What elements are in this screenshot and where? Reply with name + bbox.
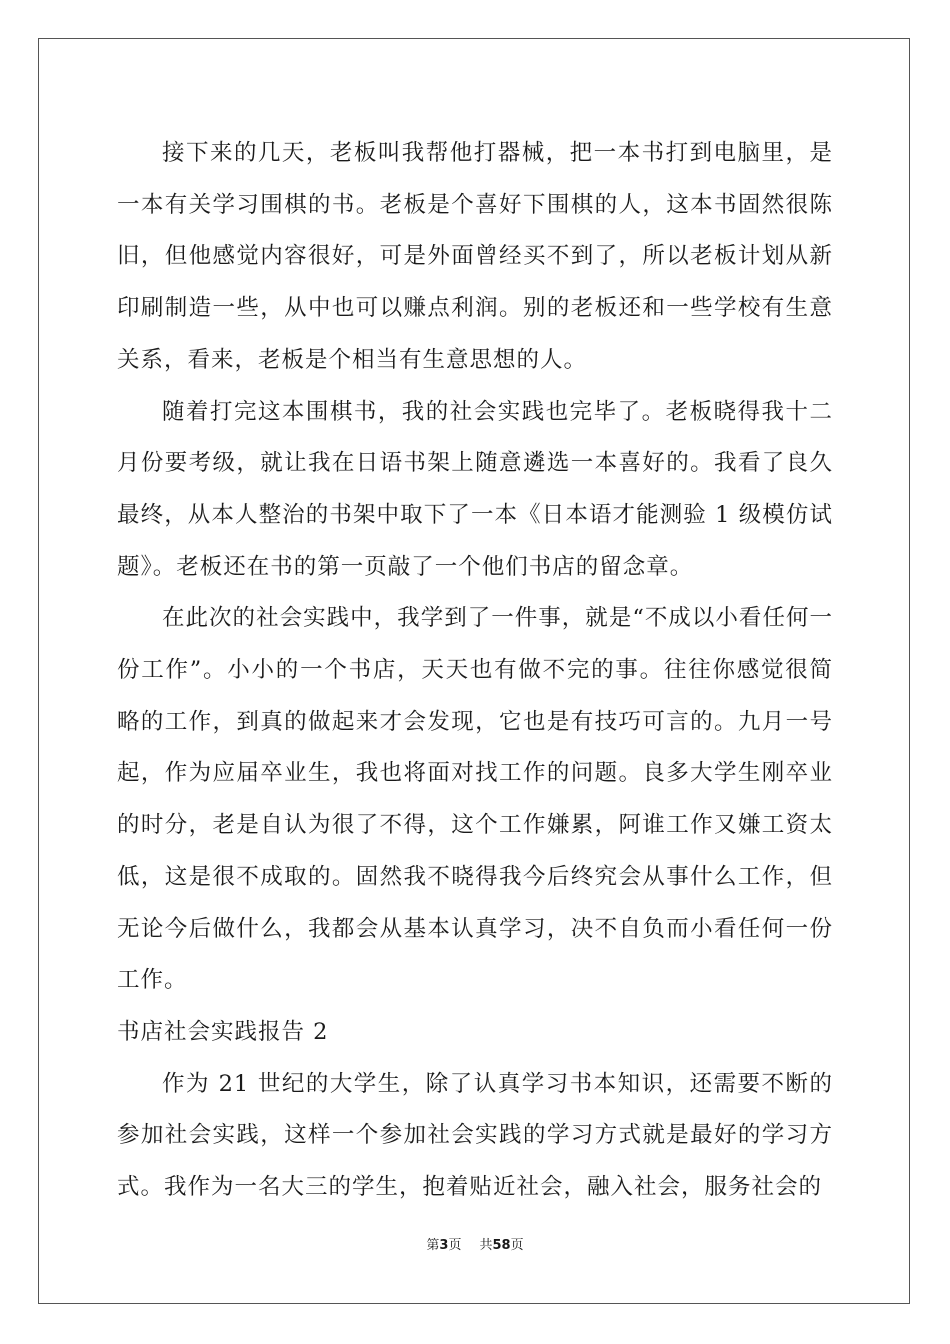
paragraph-3: 在此次的社会实践中，我学到了一件事，就是“不成以小看任何一份工作”。小小的一个书店，天天也有做不完的事。往往你感觉很简略的工作，到真的做起来才会发现，它也是有技巧可言的。九月一号起，作为应届卒业生，我也将面对找工作的问题。良多大学生刚卒业的时分，老是自认为很了不得，这个工作嫌累，阿谁工作又嫌工资太低，这是很不成取的。固然我不晓得我今后终究会从事什么工作，但无论今后做什么，我都会从基本认真学习，决不自负而小看任何一份工作。 bbox=[117, 605, 833, 994]
total-suffix: 页 bbox=[510, 1238, 524, 1253]
paragraph-2: 随着打完这本围棋书，我的社会实践也完毕了。老板晓得我十二月份要考级，就让我在日语书架上随意遴选一本喜好的。我看了良久最终，从本人整治的书架中取下了一本《日本语才能测验 1 级模仿试题》。老板还在书的第一页敲了一个他们书店的留念章。 bbox=[117, 398, 833, 580]
page-current: 3 bbox=[439, 1238, 449, 1253]
document-body bbox=[117, 128, 833, 1214]
page-prefix: 第 bbox=[426, 1238, 440, 1253]
total-prefix: 共 bbox=[479, 1238, 493, 1253]
paragraph-4: 作为 21 世纪的大学生，除了认真学习书本知识，还需要不断的参加社会实践，这样一个参加社会实践的学习方式就是最好的学习方式。我作为一名大三的学生，抱着贴近社会，融入社会，服务社会的 bbox=[117, 1070, 833, 1201]
page-suffix: 页 bbox=[448, 1238, 462, 1253]
page-footer bbox=[0, 1238, 950, 1254]
section-title: 书店社会实践报告 2 bbox=[117, 1018, 329, 1045]
paragraph-1: 接下来的几天，老板叫我帮他打器械，把一本书打到电脑里，是一本有关学习围棋的书。老板是个喜好下围棋的人，这本书固然很陈旧，但他感觉内容很好，可是外面曾经买不到了，所以老板计划从新印刷制造一些，从中也可以赚点利润。别的老板还和一些学校有生意关系，看来，老板是个相当有生意思想的人。 bbox=[117, 140, 833, 373]
page-total: 58 bbox=[492, 1238, 511, 1253]
